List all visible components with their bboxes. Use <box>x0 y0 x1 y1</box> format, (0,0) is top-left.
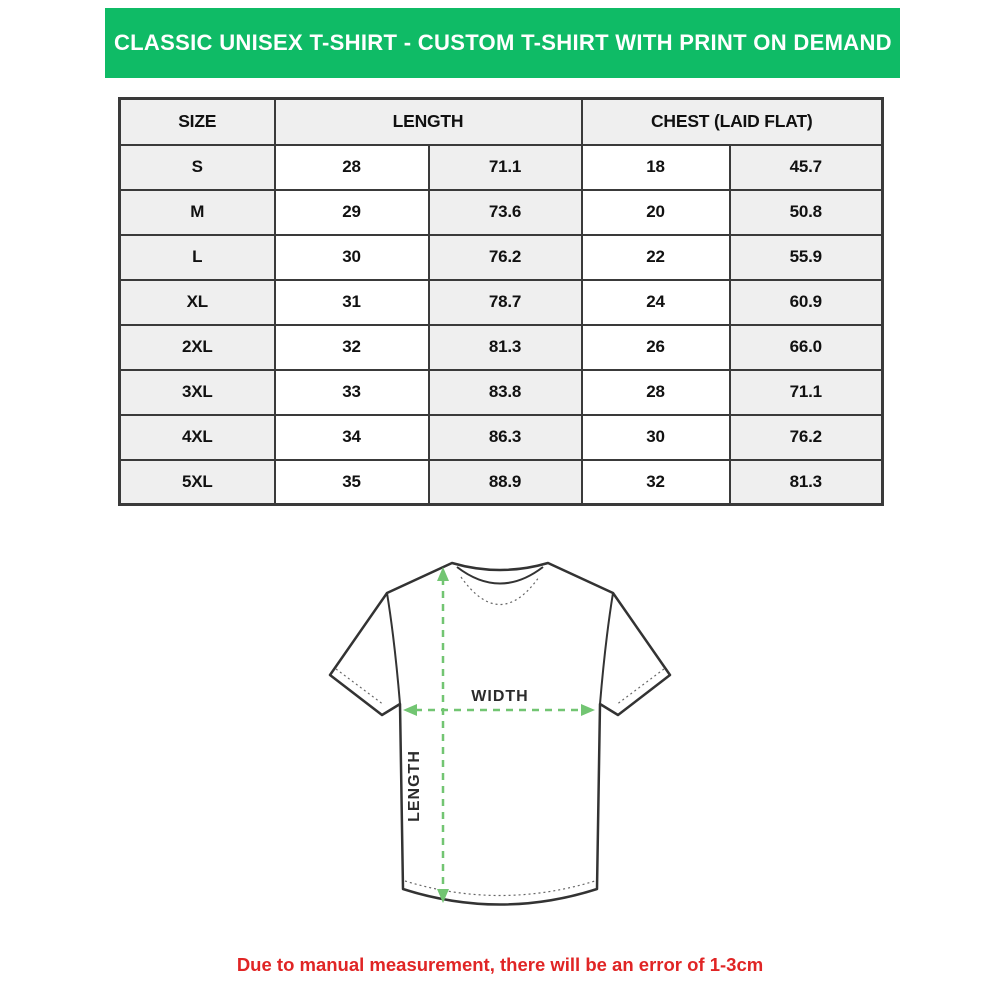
cell-chest-cm: 71.1 <box>730 370 883 415</box>
cell-length-in: 32 <box>275 325 429 370</box>
cell-chest-in: 24 <box>582 280 730 325</box>
cell-chest-cm: 55.9 <box>730 235 883 280</box>
cell-size: 4XL <box>120 415 275 460</box>
cell-chest-cm: 60.9 <box>730 280 883 325</box>
cell-length-cm: 88.9 <box>429 460 582 505</box>
cell-size: XL <box>120 280 275 325</box>
cell-chest-in: 20 <box>582 190 730 235</box>
table-row <box>120 325 883 370</box>
size-table-body <box>120 145 883 505</box>
cell-chest-cm: 45.7 <box>730 145 883 190</box>
cell-chest-in: 32 <box>582 460 730 505</box>
table-row <box>120 370 883 415</box>
table-row <box>120 235 883 280</box>
cell-size: M <box>120 190 275 235</box>
table-row <box>120 145 883 190</box>
cell-length-in: 30 <box>275 235 429 280</box>
cell-size: 2XL <box>120 325 275 370</box>
cell-chest-cm: 66.0 <box>730 325 883 370</box>
cell-length-cm: 78.7 <box>429 280 582 325</box>
cell-length-in: 35 <box>275 460 429 505</box>
cell-length-cm: 83.8 <box>429 370 582 415</box>
cell-length-cm: 76.2 <box>429 235 582 280</box>
cell-length-in: 28 <box>275 145 429 190</box>
cell-length-in: 34 <box>275 415 429 460</box>
cell-chest-cm: 50.8 <box>730 190 883 235</box>
cell-length-in: 31 <box>275 280 429 325</box>
cell-size: L <box>120 235 275 280</box>
cell-length-cm: 71.1 <box>429 145 582 190</box>
length-label: LENGTH <box>406 750 423 822</box>
cell-chest-in: 30 <box>582 415 730 460</box>
cell-length-in: 33 <box>275 370 429 415</box>
cell-length-cm: 81.3 <box>429 325 582 370</box>
table-row <box>120 280 883 325</box>
cell-size: 5XL <box>120 460 275 505</box>
page-title: CLASSIC UNISEX T-SHIRT - CUSTOM T-SHIRT WITH PRINT ON DEMAND <box>113 30 892 55</box>
cell-length-cm: 86.3 <box>429 415 582 460</box>
header-length: LENGTH <box>275 99 582 145</box>
cell-chest-in: 22 <box>582 235 730 280</box>
tshirt-outline-icon <box>330 563 670 905</box>
cell-size: S <box>120 145 275 190</box>
title-banner <box>105 8 900 78</box>
cell-chest-in: 18 <box>582 145 730 190</box>
cell-length-in: 29 <box>275 190 429 235</box>
table-row <box>120 190 883 235</box>
size-table-header <box>120 99 883 145</box>
tshirt-measurement-diagram <box>315 548 685 938</box>
header-row <box>120 99 883 145</box>
cell-chest-cm: 81.3 <box>730 460 883 505</box>
cell-size: 3XL <box>120 370 275 415</box>
cell-chest-in: 26 <box>582 325 730 370</box>
cell-chest-cm: 76.2 <box>730 415 883 460</box>
width-label: WIDTH <box>471 688 529 705</box>
cell-chest-in: 28 <box>582 370 730 415</box>
measurement-disclaimer: Due to manual measurement, there will be an error of 1-3cm <box>236 954 764 975</box>
cell-length-cm: 73.6 <box>429 190 582 235</box>
header-chest: CHEST (LAID FLAT) <box>582 99 883 145</box>
table-row <box>120 415 883 460</box>
size-table <box>118 97 884 506</box>
header-size: SIZE <box>120 99 275 145</box>
table-row <box>120 460 883 505</box>
